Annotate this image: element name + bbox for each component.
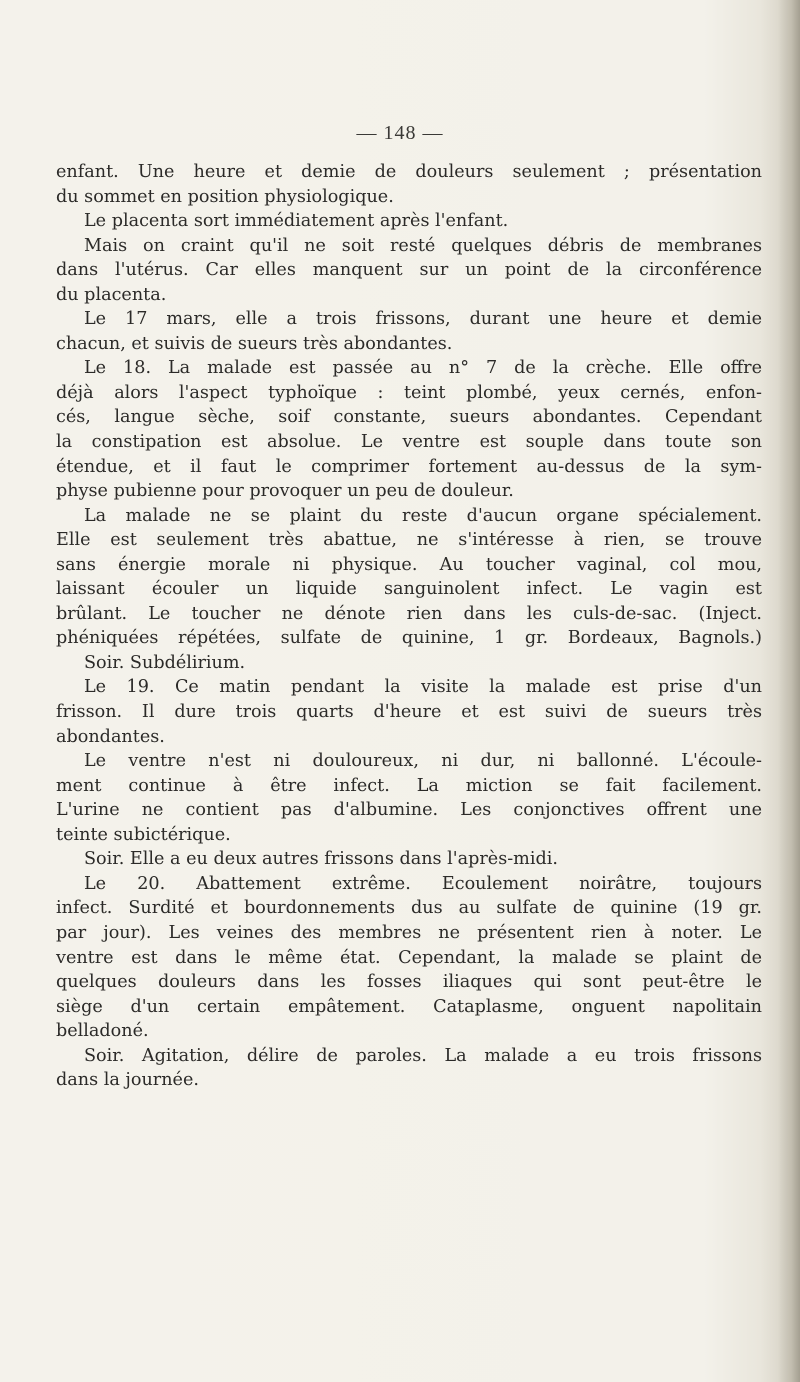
text-line: siège d'un certain empâtement. Cataplasme, onguent napolitain <box>56 996 762 1017</box>
text-line: Elle est seulement très abattue, ne s'intéresse à rien, se trouve <box>56 530 762 551</box>
text-line: La malade ne se plaint du reste d'aucun organe spécialement. <box>84 505 762 526</box>
text-line: du placenta. <box>56 284 167 305</box>
text-line: sans énergie morale ni physique. Au toucher vaginal, col mou, <box>56 554 762 575</box>
text-line: par jour). Les veines des membres ne présentent rien à noter. Le <box>56 922 762 943</box>
body-text <box>56 160 762 1093</box>
text-line: infect. Surdité et bourdonnements dus au sulfate de quinine (19 gr. <box>56 898 762 919</box>
text-line: L'urine ne contient pas d'albumine. Les conjonctives offrent une <box>56 800 762 821</box>
text-line: Le ventre n'est ni douloureux, ni dur, ni ballonné. L'écoule- <box>84 751 762 772</box>
text-line: Soir. Elle a eu deux autres frissons dans l'après-midi. <box>84 849 558 870</box>
text-line: du sommet en position physiologique. <box>56 186 394 207</box>
text-line: Mais on craint qu'il ne soit resté quelques débris de membranes <box>84 235 762 256</box>
text-line: dans la journée. <box>56 1070 199 1091</box>
text-line: cés, langue sèche, soif constante, sueurs abondantes. Cependant <box>56 407 762 428</box>
text-line: étendue, et il faut le comprimer fortement au-dessus de la sym- <box>56 456 762 477</box>
page-number-header: — 148 — <box>356 122 444 144</box>
text-line: ventre est dans le même état. Cependant, la malade se plaint de <box>56 947 762 968</box>
text-line: enfant. Une heure et demie de douleurs seulement ; présentation <box>56 162 762 182</box>
text-line: quelques douleurs dans les fosses iliaques qui sont peut-être le <box>56 972 762 993</box>
text-line: ment continue à être infect. La miction se fait facilement. <box>56 775 762 796</box>
page-edge-shadow <box>778 0 800 1382</box>
text-line: Le 19. Ce matin pendant la visite la malade est prise d'un <box>84 677 762 698</box>
text-line: chacun, et suivis de sueurs très abondantes. <box>56 333 453 354</box>
text-line: déjà alors l'aspect typhoïque : teint plombé, yeux cernés, enfon- <box>56 382 762 403</box>
text-line: Le placenta sort immédiatement après l'enfant. <box>84 211 509 232</box>
text-line: Soir. Agitation, délire de paroles. La malade a eu trois frissons <box>84 1045 762 1066</box>
text-line: Le 17 mars, elle a trois frissons, durant une heure et demie <box>84 309 762 330</box>
text-line: phéniquées répétées, sulfate de quinine, 1 gr. Bordeaux, Bagnols.) <box>56 628 762 649</box>
text-line: Le 18. La malade est passée au n° 7 de la crèche. Elle offre <box>84 358 762 379</box>
text-line: Le 20. Abattement extrême. Ecoulement noirâtre, toujours <box>84 873 762 894</box>
text-line: belladoné. <box>56 1021 149 1042</box>
text-line: Soir. Subdélirium. <box>84 652 246 673</box>
text-line: physe pubienne pour provoquer un peu de douleur. <box>56 481 514 502</box>
text-line: abondantes. <box>56 726 165 747</box>
text-line: teinte subictérique. <box>56 824 231 845</box>
text-line: dans l'utérus. Car elles manquent sur un point de la circonférence <box>56 260 762 281</box>
text-line: la constipation est absolue. Le ventre est souple dans toute son <box>56 432 762 453</box>
text-line: frisson. Il dure trois quarts d'heure et est suivi de sueurs très <box>56 702 762 723</box>
text-line: brûlant. Le toucher ne dénote rien dans les culs-de-sac. (Inject. <box>56 603 762 624</box>
text-line: laissant écouler un liquide sanguinolent infect. Le vagin est <box>56 579 762 600</box>
